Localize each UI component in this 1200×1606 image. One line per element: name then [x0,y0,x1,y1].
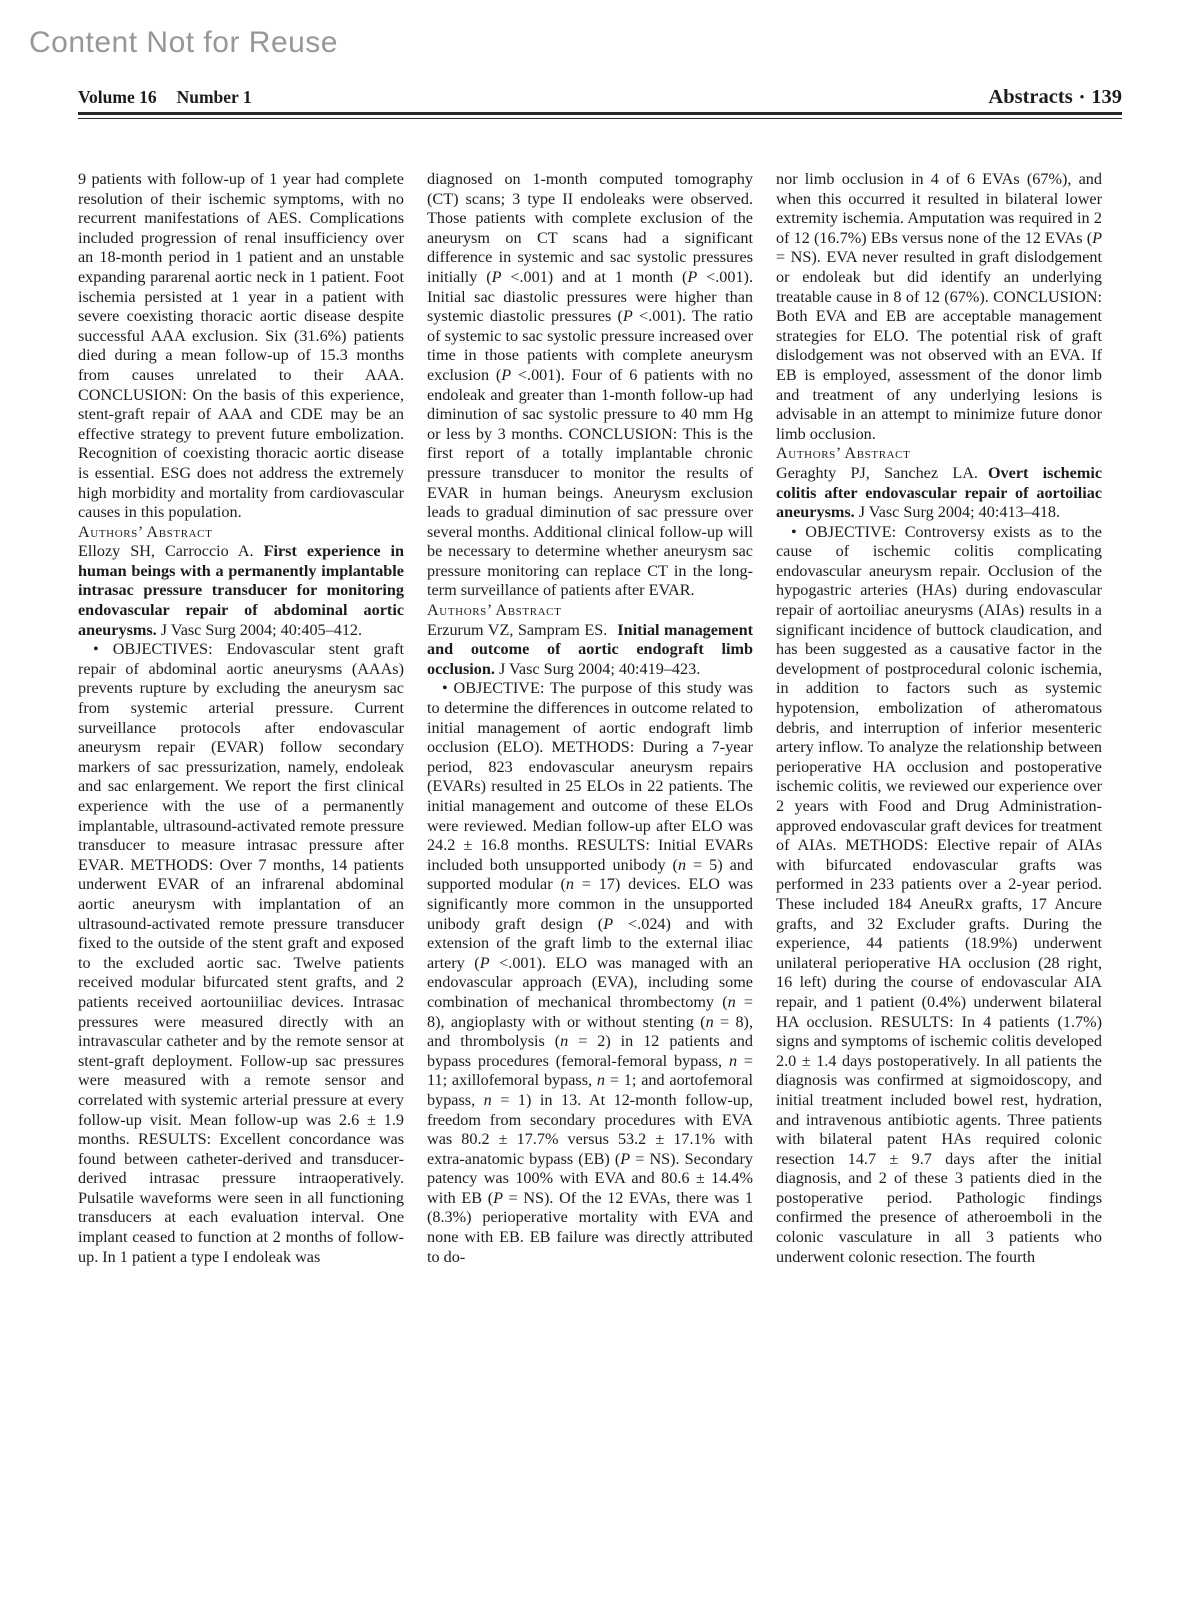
volume-number-header [78,87,252,108]
authors-abstract-label: Authors’ Abstract [78,522,213,541]
citation [776,464,1102,523]
citation-authors: Geraghty PJ, Sanchez LA. [776,463,978,482]
abstract-continuation-paragraph: diagnosed on 1-month computed tomography (CT) scans; 3 type II endoleaks were observed. Those patients with complete exclusion of the aneurysm on CT scans had a significant difference in systemic and sac systolic pressures initially (P <.001) and at 1 month (P <.001). Initial sac diastolic pressures were higher than systemic diastolic pressures (P <.001). The ratio of systemic to sac systolic pressure increased over time in those patients with complete aneurysm exclusion (P <.001). Four of 6 patients with no endoleak and greater than 1-month follow-up had diminution of sac systolic pressure to 40 mm Hg or less by 3 months. CONCLUSION: This is the first report of a totally implantable chronic pressure transducer to monitor the results of EVAR in human beings. Aneurysm exclusion leads to gradual diminution of sac pressure over several months. Additional clinical follow-up will be necessary to determine whether aneurysm sac pressure monitoring can replace CT in the long-term surveillance of patients after EVAR. [427,170,754,600]
citation [78,542,404,640]
citation-authors: Ellozy SH, Carroccio A. [78,542,254,561]
header-rule [78,112,1122,119]
abstract-body-paragraph: • OBJECTIVE: The purpose of this study was to determine the differences in outcome related to initial management of aortic endograft limb occlusion (ELO). METHODS: During a 7-year period, 823 endovascular aneurysm repairs (EVARs) resulted in 25 ELOs in 22 patients. The initial management and outcome of these ELOs were reviewed. Median follow-up after ELO was 24.2 ± 16.8 months. RESULTS: Initial EVARs included both unsupported unibody (n = 5) and supported modular (n = 17) devices. ELO was significantly more common in the unsupported unibody graft design (P <.024) and with extension of the graft limb to the external iliac artery (P <.001). ELO was managed with an endovascular approach (EVA), including some combination of mechanical thrombectomy (n = 8), angioplasty with or without stenting (n = 8), and thrombolysis (n = 2) in 12 patients and bypass procedures (femoral-femoral bypass, n = 11; axillofemoral bypass, n = 1; and aortofemoral bypass, n = 1) in 13. At 12-month follow-up, freedom from secondary procedures with EVA was 80.2 ± 17.7% versus 53.2 ± 17.1% with extra-anatomic bypass (EB) (P = NS). Secondary patency was 100% with EVA and 80.6 ± 14.4% with EB (P = NS). Of the 12 EVAs, there was 1 (8.3%) perioperative mortality with EVA and none with EB. EB failure was directly attributed to do- [427,679,754,1266]
section-page-header [988,86,1122,109]
abstract-column-1 [78,170,404,1267]
volume-label: Volume 16 [78,87,157,107]
abstract-continuation-paragraph: nor limb occlusion in 4 of 6 EVAs (67%), and when this occurred it resulted in bilateral lower extremity ischemia. Amputation was required in 2 of 12 (16.7%) EBs versus none of the 12 EVAs (P = NS). EVA never resulted in graft dislodgement or endoleak but did identify an underlying treatable cause in 8 of 12 (67%). CONCLUSION: Both EVA and EB are acceptable management strategies for ELO. The potential risk of graft dislodgement was not observed with an EVA. If EB is employed, assessment of the donor limb and treatment of any underlying lesions is advisable in an attempt to minimize future donor limb occlusion. [776,170,1102,443]
citation-title: Initial management and outcome of aortic endograft limb occlusion. [427,620,753,678]
abstract-continuation-paragraph: 9 patients with follow-up of 1 year had complete resolution of their ischemic symptoms, with no recurrent manifestations of AES. Complications included progression of renal insufficiency over an 18-month period in 1 patient and an unstable expanding pararenal aortic neck in 1 patient. Foot ischemia persisted at 1 year in a patient with severe coexisting thoracic aortic disease despite successful AAA exclusion. Six (31.6%) patients died during a mean follow-up of 15.3 months from causes unrelated to their AAA. CONCLUSION: On the basis of this experience, stent-graft repair of AAA and CDE may be an effective strategy to prevent future embolization. Recognition of coexisting thoracic aortic disease is essential. ESG does not address the extremely high morbidity and mortality from cardiovascular causes in this population. [78,170,404,522]
page-number: 139 [1091,86,1122,108]
citation-source: J Vasc Surg 2004; 40:405–412. [160,620,363,639]
content-not-for-reuse-watermark: Content Not for Reuse [29,26,338,59]
abstract-column-2 [427,170,753,1267]
citation-source: J Vasc Surg 2004; 40:419–423. [498,659,701,678]
page-header [78,86,1122,109]
bullet-separator: • [1079,89,1085,104]
citation [427,621,753,680]
citation-title: Overt ischemic colitis after endovascular repair of aortoiliac aneurysms. [776,463,1103,522]
section-label: Abstracts [988,86,1073,108]
abstract-body-paragraph: • OBJECTIVE: Controversy exists as to the cause of ischemic colitis complicating endovascular aneurysm repair. Occlusion of the hypogastric arteries (HAs) during endovascular repair of aortoiliac aneurysms (AIAs) results in a significant incidence of buttock claudication, and has been suggested as a causative factor in the development of postprocedural colonic ischemia, in addition to factors such as systemic hypotension, embolization of atheromatous debris, and interruption of inferior mesenteric artery inflow. To analyze the relationship between perioperative HA occlusion and postoperative ischemic colitis, we reviewed our experience over 2 years with Food and Drug Administration-approved endovascular graft devices for treatment of AIAs. METHODS: Elective repair of AIAs with bifurcated endovascular grafts was performed in 233 patients over a 2-year period. These included 184 AneuRx grafts, 17 Ancure grafts, and 32 Excluder grafts. During the experience, 44 patients (18.9%) underwent unilateral perioperative HA occlusion (28 right, 16 left) during the course of endovascular AIA repair, and 1 patient (0.4%) underwent bilateral HA occlusion. RESULTS: In 4 patients (1.7%) signs and symptoms of ischemic colitis developed 2.0 ± 1.4 days postoperatively. In all patients the diagnosis was confirmed at sigmoidoscopy, and initial treatment included bowel rest, hydration, and intravenous antibiotic agents. Three patients with bilateral patent HAs required colonic resection 14.7 ± 9.7 days after the initial diagnosis, and 2 of these 3 patients died in the postoperative period. Pathologic findings confirmed the presence of atheroemboli in the colonic vasculature in all 3 patients who underwent colonic resection. The fourth [776,522,1102,1266]
issue-number-label: Number 1 [176,87,252,107]
abstract-columns [78,170,1122,1267]
abstract-column-3 [776,170,1102,1267]
abstract-body-paragraph: • OBJECTIVES: Endovascular stent graft repair of abdominal aortic aneurysms (AAAs) prevents rupture by excluding the aneurysm sac from systemic arterial pressure. Current surveillance protocols after endovascular aneurysm repair (EVAR) follow secondary markers of sac pressurization, namely, endoleak and sac enlargement. We report the first clinical experience with the use of a permanently implantable, ultrasound-activated remote pressure transducer to measure intrasac pressure after EVAR. METHODS: Over 7 months, 14 patients underwent EVAR of an infrarenal abdominal aortic aneurysm with implantation of an ultrasound-activated remote pressure transducer fixed to the outside of the stent graft and exposed to the excluded aortic sac. Twelve patients received modular bifurcated stent grafts, and 2 patients received aortouniiliac devices. Intrasac pressures were measured directly with an intravascular catheter and by the remote sensor at stent-graft deployment. Follow-up sac pressures were measured with a remote sensor and correlated with systemic arterial pressure at every follow-up visit. Mean follow-up was 2.6 ± 1.9 months. RESULTS: Excellent concordance was found between catheter-derived and transducer-derived intrasac pressure intraoperatively. Pulsatile waveforms were seen in all functioning transducers at each evaluation interval. One implant ceased to function at 2 months of follow-up. In 1 patient a type I endoleak was [78,640,404,1266]
authors-abstract-label: Authors’ Abstract [776,444,911,463]
authors-abstract-label: Authors’ Abstract [427,601,562,620]
citation-title: First experience in human beings with a permanently implantable intrasac pressure transducer for monitoring endovascular repair of abdominal aortic aneurysms. [78,542,405,639]
citation-authors: Erzurum VZ, Sampram ES. [427,620,608,639]
citation-source: J Vasc Surg 2004; 40:413–418. [858,503,1061,522]
